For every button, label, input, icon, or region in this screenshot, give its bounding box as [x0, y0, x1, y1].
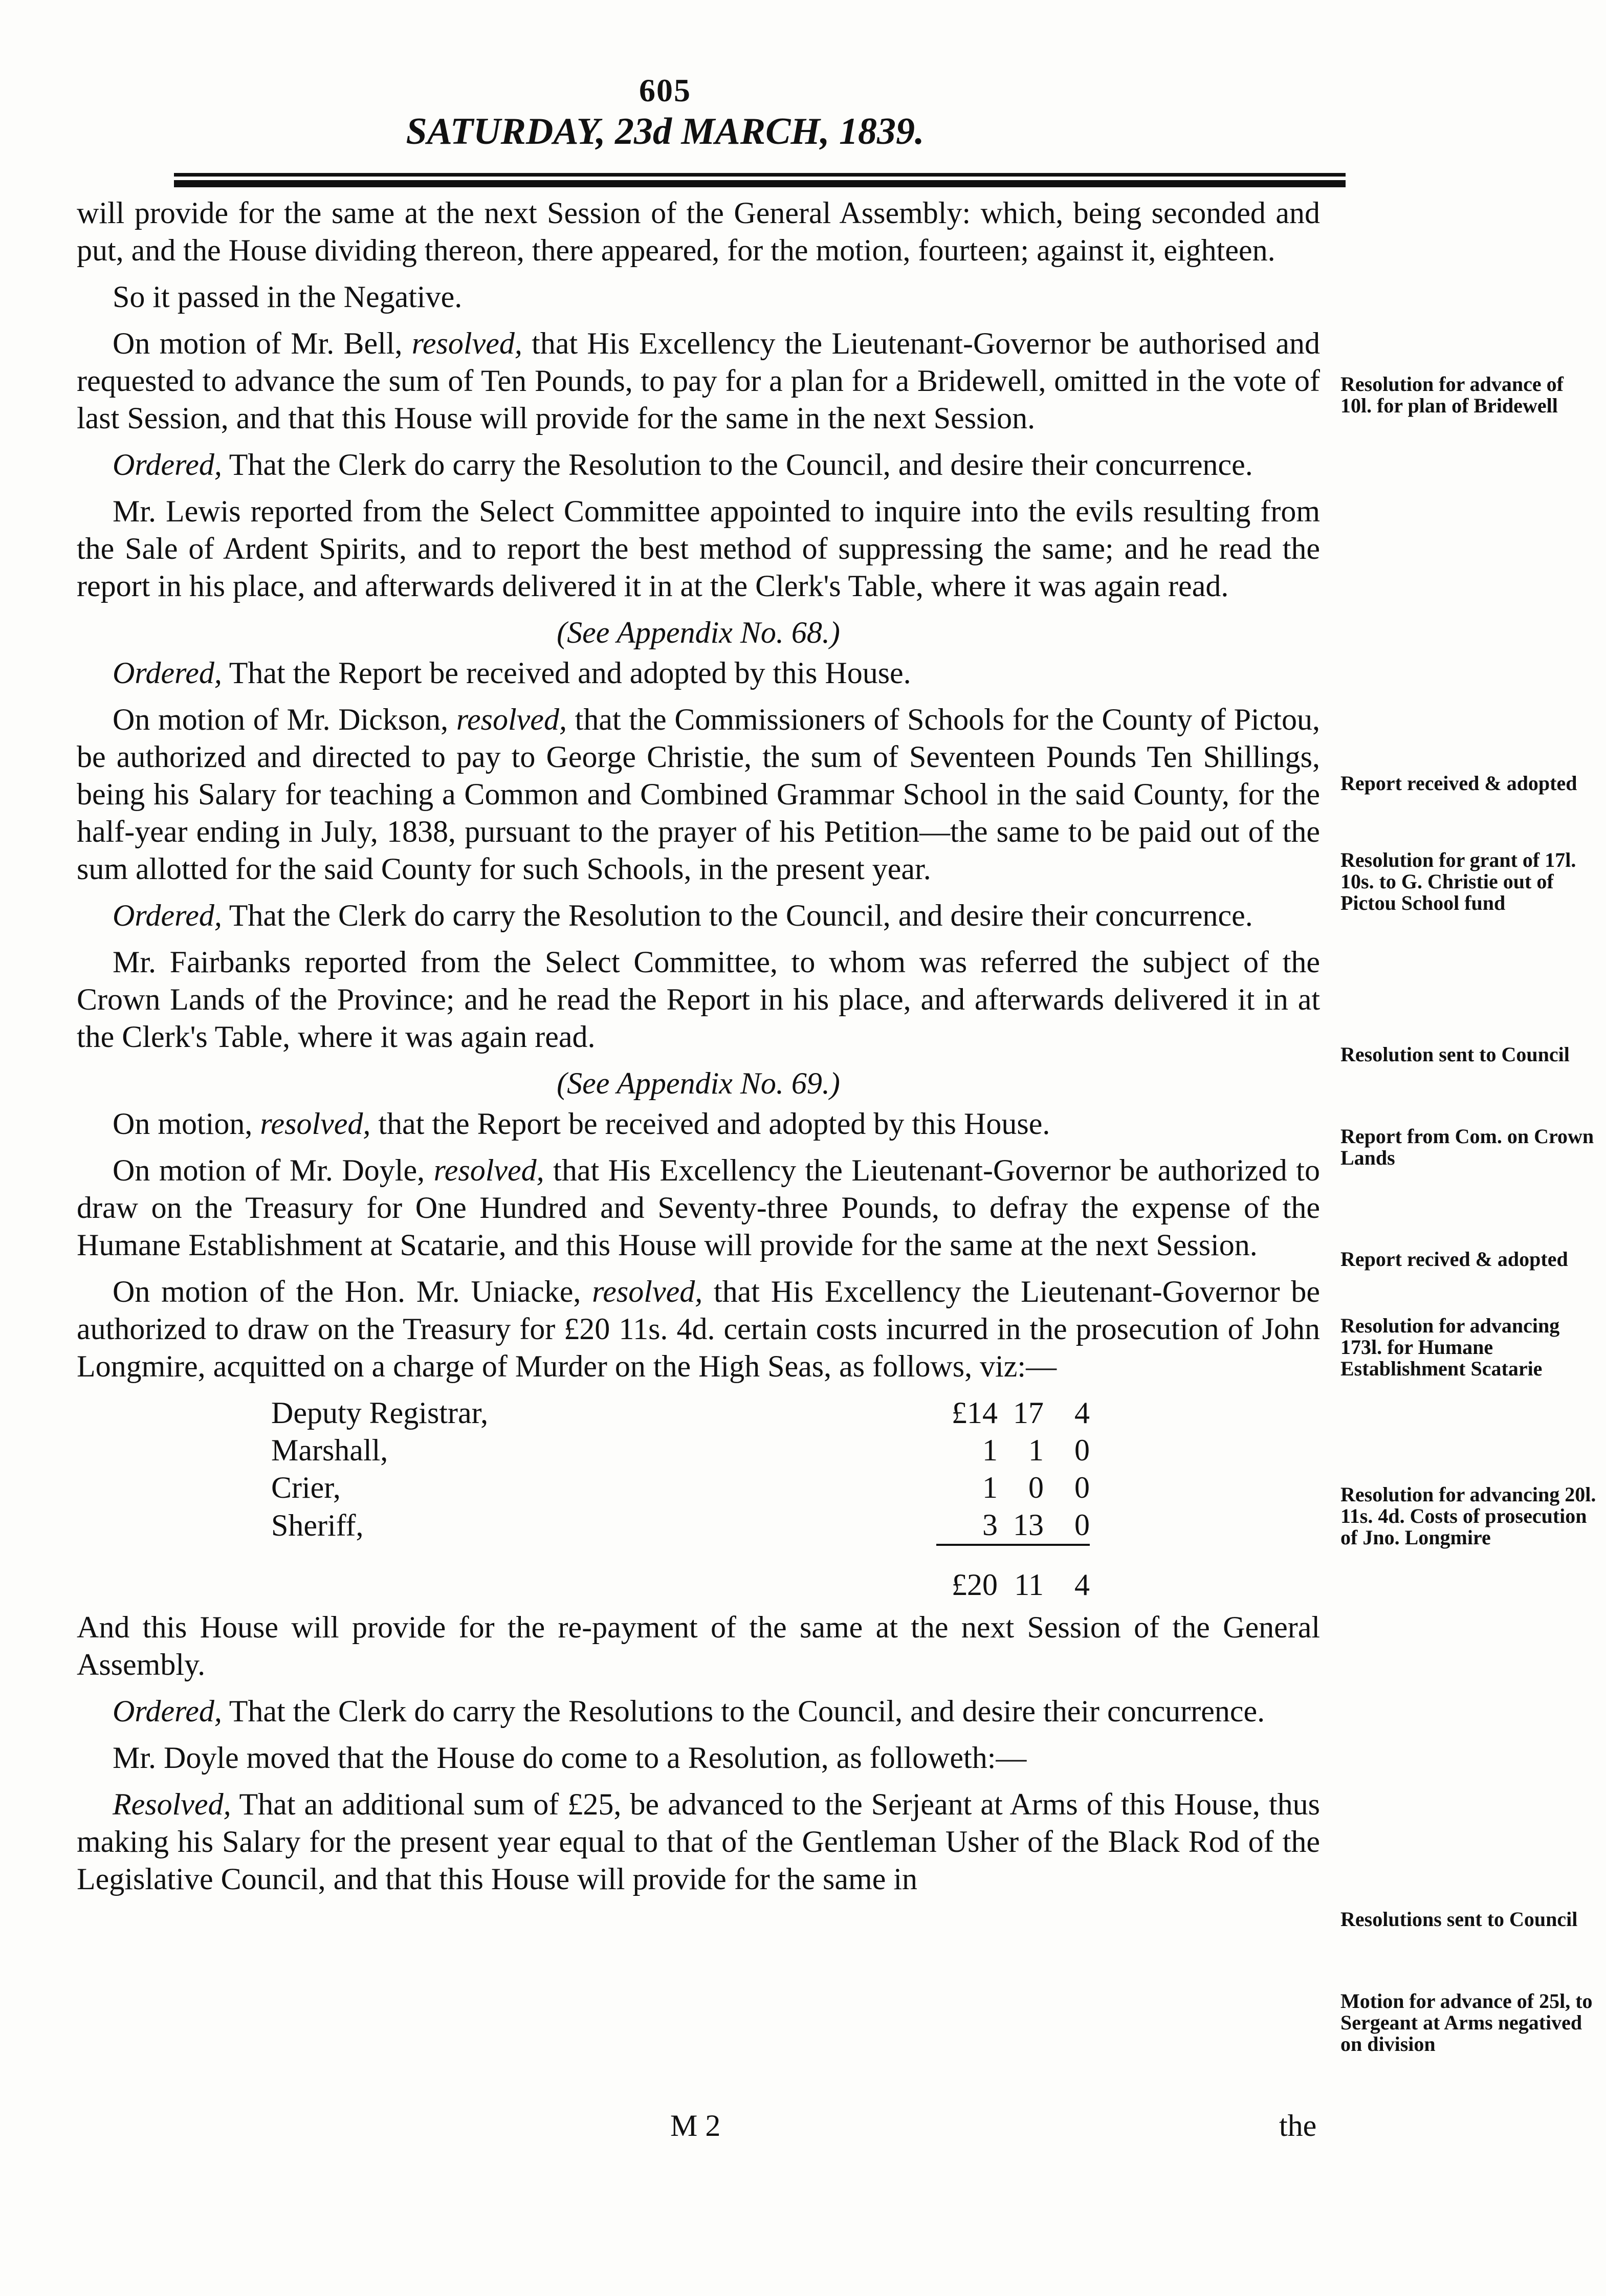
text-span: That the Clerk do carry the Resolution to the Council, and desire their concurrence. [222, 448, 1253, 482]
paragraph [77, 1786, 1320, 1898]
paragraph: Mr. Doyle moved that the House do come to a Resolution, as followeth:— [113, 1741, 1027, 1775]
cost-pence: 4 [1074, 1396, 1090, 1430]
margin-note: Resolution for grant of 17l. 10s. to G. Christie out of Pictou School fund [1340, 848, 1576, 914]
paragraph [77, 446, 1320, 484]
appendix-reference: (See Appendix No. 69.) [557, 1066, 840, 1100]
cost-shillings: 13 [1013, 1508, 1044, 1542]
text-span: That the Clerk do carry the Resolution to the Council, and desire their concurrence. [222, 899, 1253, 932]
italic-span: resolved, [592, 1275, 703, 1308]
italic-span: Ordered, [113, 899, 222, 932]
costs-table [271, 1394, 1090, 1604]
header-rule-thin [174, 173, 1346, 177]
cost-pence: 0 [1074, 1433, 1090, 1467]
text-span: On motion of the Hon. Mr. Uniacke, [113, 1275, 592, 1308]
italic-span: Ordered, [113, 1694, 222, 1728]
paragraph [77, 1105, 1320, 1143]
cost-item: Deputy Registrar, [271, 1396, 489, 1430]
cost-pounds: 3 [982, 1508, 998, 1542]
margin-note: Motion for advance of 25l, to Sergeant at Arms negatived on division [1340, 1989, 1593, 2056]
text-span: That an additional sum of £25, be advanced to the Serjeant at Arms of this House, thus making his Salary for the present year equal to that of the Gentleman Usher of the Black Rod of the Legislative Council, and that this House will provide for the same in [77, 1787, 1320, 1896]
cost-pence: 0 [1074, 1471, 1090, 1504]
text-span: that His Excellency the Lieutenant-Governor be authorised and requested to advance the sum of Ten Pounds, to pay for a plan for a Bridewell, omitted in the vote of last Session, and that this House will provide for the same in the next Session. [77, 326, 1320, 435]
page-number: 605 [639, 72, 691, 108]
margin-note: Resolution for advancing 173l. for Humane Establishment Scatarie [1340, 1314, 1560, 1380]
paragraph: Mr. Lewis reported from the Select Committee appointed to inquire into the evils resulting from the Sale of Ardent Spirits, and to report the best method of suppressing the same; and he read the report in his place, and afterwards delivered it in at the Clerk's Table, where it was again read. [77, 494, 1320, 603]
table-row [271, 1394, 1090, 1432]
cost-shillings: 0 [1028, 1471, 1044, 1504]
total-pence: 4 [1044, 1545, 1090, 1604]
table-row [271, 1432, 1090, 1469]
paragraph [77, 701, 1320, 888]
margin-note: Report recived & adopted [1340, 1248, 1568, 1271]
paragraph [77, 1273, 1320, 1385]
paragraph: And this House will provide for the re-payment of the same at the next Session of the General Assembly. [77, 1610, 1320, 1681]
cost-item: Crier, [271, 1471, 341, 1504]
paragraph [77, 1152, 1320, 1264]
italic-span: resolved, [411, 326, 522, 360]
catchword: the [1279, 2109, 1317, 2142]
cost-item: Marshall, [271, 1433, 388, 1467]
paragraph [77, 654, 1320, 692]
total-pounds: £20 [936, 1545, 998, 1604]
appendix-reference: (See Appendix No. 68.) [557, 616, 840, 649]
text-span: that His Excellency the Lieutenant-Governor be authorized to draw on the Treasury for £20 11s. 4d. certain costs incurred in the prosecution of John Longmire, acquitted on a charge of Murder on the High Seas, as follows, viz:— [77, 1275, 1320, 1383]
signature-mark: M 2 [670, 2109, 721, 2142]
text-span: that the Report be received and adopted by this House. [370, 1107, 1050, 1141]
italic-span: Ordered, [113, 656, 222, 690]
cost-pounds: 1 [982, 1471, 998, 1504]
paragraph [77, 1693, 1320, 1730]
text-span: On motion, [113, 1107, 260, 1141]
cost-pounds: £14 [952, 1396, 998, 1430]
margin-note: Resolutions sent to Council [1340, 1908, 1578, 1931]
paragraph: will provide for the same at the next Session of the General Assembly: which, being seconded and put, and the House dividing thereon, there appeared, for the motion, fourteen; against it, eighteen. [77, 196, 1320, 267]
italic-span: resolved, [260, 1107, 371, 1141]
margin-note: Resolution for advance of 10l. for plan of Bridewell [1340, 373, 1564, 417]
paragraph: Mr. Fairbanks reported from the Select Committee, to whom was referred the subject of the Crown Lands of the Province; and he read the Report in his place, and afterwards delivered it in at the Clerk's Table, where it was again read. [77, 945, 1320, 1054]
text-span: On motion of Mr. Doyle, [113, 1153, 434, 1187]
text-span: that His Excellency the Lieutenant-Governor be authorized to draw on the Treasury for One Hundred and Seventy-three Pounds, to defray the expense of the Humane Establishment at Scatarie, and this House will provide for the same at the next Session. [77, 1153, 1320, 1262]
cost-pence: 0 [1074, 1508, 1090, 1542]
text-span: On motion of Mr. Bell, [113, 326, 412, 360]
text-span: On motion of Mr. Dickson, [113, 703, 456, 736]
header-rule-thick [174, 180, 1346, 187]
italic-span: resolved, [433, 1153, 544, 1187]
table-total-row [271, 1545, 1090, 1604]
italic-span: Resolved, [113, 1787, 231, 1821]
table-row [271, 1469, 1090, 1506]
paragraph [77, 897, 1320, 934]
text-span: That the Report be received and adopted by this House. [222, 656, 911, 690]
table-row [271, 1506, 1090, 1545]
italic-span: Ordered, [113, 448, 222, 482]
cost-shillings: 17 [1013, 1396, 1044, 1430]
paragraph: So it passed in the Negative. [113, 280, 463, 314]
margin-note: Resolution for advancing 20l. 11s. 4d. Costs of prosecution of Jno. Longmire [1340, 1483, 1596, 1549]
cost-item: Sheriff, [271, 1508, 364, 1542]
text-span: That the Clerk do carry the Resolutions to the Council, and desire their concurrence. [222, 1694, 1265, 1728]
total-shillings: 11 [998, 1545, 1044, 1604]
cost-item-blank [271, 1545, 936, 1604]
margin-note: Report received & adopted [1340, 772, 1577, 795]
paragraph [77, 325, 1320, 437]
cost-pounds: 1 [982, 1433, 998, 1467]
text-span: that the Commissioners of Schools for the County of Pictou, be authorized and directed to pay to George Christie, the sum of Seventeen Pounds Ten Shillings, being his Salary for teaching a Common and Combined Grammar School in the said County, for the half-year ending in July, 1838, pursuant to the prayer of his Petition—the same to be paid out of the sum allotted for the said County for such Schools, in the present year. [77, 703, 1321, 886]
margin-note: Report from Com. on Crown Lands [1340, 1125, 1594, 1169]
page-date-header: SATURDAY, 23d MARCH, 1839. [406, 111, 925, 152]
margin-note: Resolution sent to Council [1340, 1043, 1570, 1066]
italic-span: resolved, [456, 703, 567, 736]
cost-shillings: 1 [1028, 1433, 1044, 1467]
journal-body [77, 194, 1320, 1907]
